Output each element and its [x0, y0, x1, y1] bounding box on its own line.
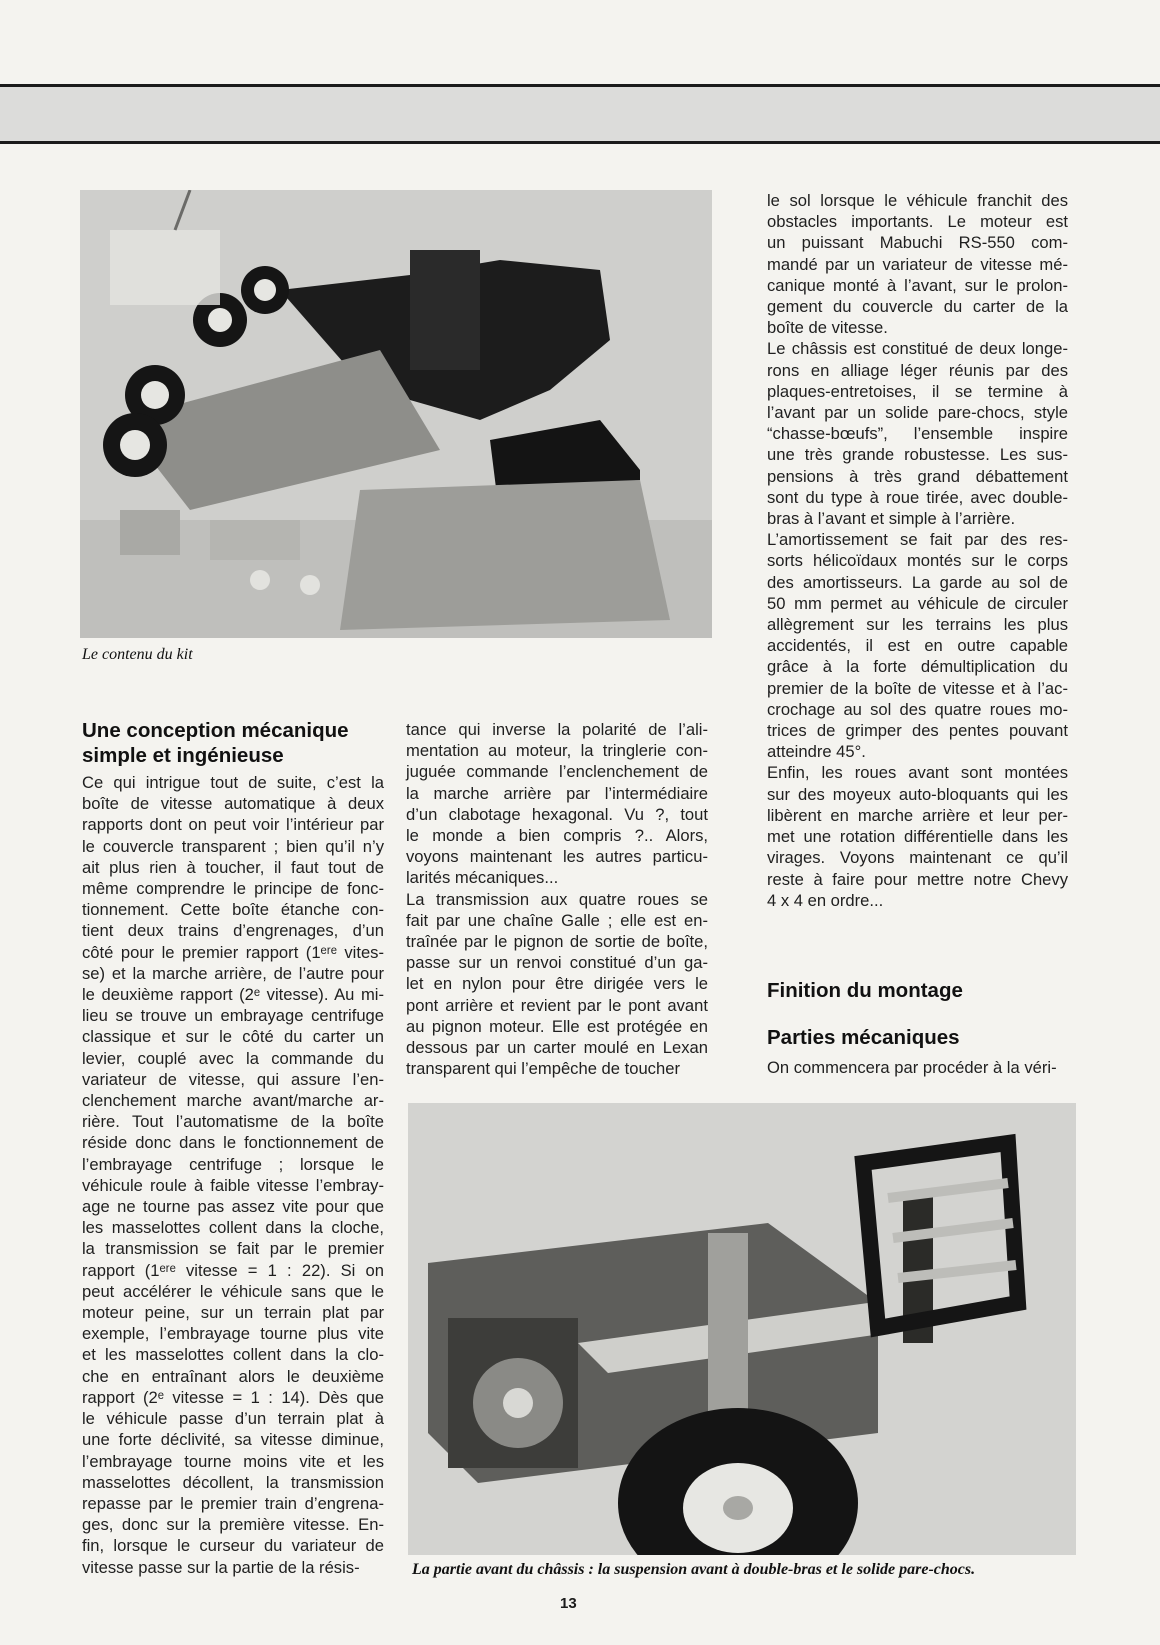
- col2-line: transparent qui l’empêche de toucher: [406, 1059, 680, 1079]
- col2-line: le monde a bien compris ?.. Alors,: [406, 826, 708, 846]
- heading-conception-line2: simple et ingénieuse: [82, 744, 284, 767]
- col2-line: voyons maintenant les autres particu-: [406, 847, 708, 867]
- col3-line: met une rotation différentielle dans les: [767, 827, 1068, 847]
- col1-line: classique et sur le côté du carter un: [82, 1027, 384, 1047]
- col1-line: le couvercle transparent ; bien qu’il n’y: [82, 836, 384, 856]
- col1-line: peut accélérer le véhicule sans que le: [82, 1281, 384, 1301]
- column-1-text: [82, 772, 384, 1578]
- col2-line: pont arrière et revient par le pont avant: [406, 995, 708, 1015]
- col1-line: et les masselottes collent dans la clo-: [82, 1345, 384, 1365]
- heading-parties-mecaniques: Parties mécaniques: [767, 1026, 960, 1049]
- col3-line: reste à faire pour mettre notre Chevy: [767, 869, 1068, 889]
- col1-line: tient deux trains d’engrenages, d’un: [82, 921, 384, 941]
- col3-line: sont du type à roue tirée, avec double-: [767, 487, 1068, 507]
- col2-line: au pignon moteur. Elle est protégée en: [406, 1016, 708, 1036]
- col2-line: let en nylon pour être dirigée vers le: [406, 974, 708, 994]
- col3-line: l’avant par un solide pare-chocs, style: [767, 403, 1068, 423]
- col3-line: grâce à la forte démultiplication du: [767, 657, 1068, 677]
- col3-line: trices de grimper des pentes pouvant: [767, 721, 1068, 741]
- col1-line: variateur de vitesse, qui assure l’en-: [82, 1069, 384, 1089]
- col3-line: pensions à très grand débattement: [767, 466, 1068, 486]
- col3-line: bras à l’avant et simple à l’arrière.: [767, 509, 1016, 529]
- chassis-front-illustration: [408, 1103, 1076, 1555]
- column-2-text: [406, 719, 708, 1079]
- col3-line: atteindre 45°.: [767, 742, 866, 762]
- col2-line: la marche arrière par l’intermédiaire: [406, 783, 708, 803]
- col2-line: passe sur un renvoi constitué d’un ga-: [406, 953, 708, 973]
- col1-line: le deuxième rapport (2ᵉ vitesse). Au mi-: [82, 985, 384, 1005]
- col3-line: 4 x 4 en ordre...: [767, 890, 884, 910]
- col1-line: masselottes décollent, la transmission: [82, 1472, 384, 1492]
- kit-contents-photo: [80, 190, 712, 638]
- col1-line: tionnement. Cette boîte étanche con-: [82, 900, 384, 920]
- heading-conception-line1: Une conception mécanique: [82, 719, 349, 742]
- col1-line: le véhicule passe d’un terrain plat à: [82, 1409, 384, 1429]
- col2-line: La transmission aux quatre roues se: [406, 889, 708, 909]
- col3-line: crochage au sol des quatre roues mo-: [767, 699, 1068, 719]
- col3-line: un puissant Mabuchi RS-550 com-: [767, 233, 1068, 253]
- col2-line: fait par une chaîne Galle ; elle est en-: [406, 910, 708, 930]
- col3-line: L’amortissement se fait par des res-: [767, 530, 1068, 550]
- col3-line: obstacles importants. Le moteur est: [767, 212, 1068, 232]
- col3-line: plaques-entretoises, il se termine à: [767, 381, 1068, 401]
- col1-line: ait plus rien à toucher, il faut tout de: [82, 857, 384, 877]
- col1-line: age ne tourne pas assez vite pour que: [82, 1197, 384, 1217]
- col2-line: traînée par le pignon de sortie de boîte,: [406, 932, 708, 952]
- kit-contents-illustration: [80, 190, 712, 638]
- col3-line: gement du couvercle du carter de la: [767, 297, 1068, 317]
- col1-line: rapport (1ᵉʳᵉ vitesse = 1 : 22). Si on: [82, 1260, 384, 1280]
- col3-line: boîte de vitesse.: [767, 318, 888, 338]
- chassis-front-photo: [408, 1103, 1076, 1555]
- col3-line: premier de la boîte de vitesse et à l’ac-: [767, 678, 1068, 698]
- col2-line: tance qui inverse la polarité de l’ali-: [406, 720, 708, 739]
- col1-line: lieu se trouve un embrayage centrifuge: [82, 1006, 384, 1026]
- column-3-text: [767, 190, 1068, 911]
- col3-line: virages. Voyons maintenant ce qu’il: [767, 848, 1068, 868]
- heading-finition: Finition du montage: [767, 979, 963, 1002]
- col2-line: mentation au moteur, la tringlerie con-: [406, 741, 708, 761]
- page-number: 13: [560, 1595, 577, 1612]
- col1-line: fin, lorsque le curseur du variateur de: [82, 1536, 384, 1556]
- col3-line: canique monté à l’avant, sur le prolon-: [767, 275, 1068, 295]
- col3-line: Le châssis est constitué de deux longe-: [767, 339, 1068, 359]
- col1-line: l’embrayage centrifuge ; lorsque le: [82, 1154, 384, 1174]
- col1-line: la transmission se fait par le premier: [82, 1239, 384, 1259]
- col3-line: Enfin, les roues avant sont montées: [767, 763, 1068, 783]
- col1-line: che en entraînant alors le deuxième: [82, 1366, 384, 1386]
- col1-line: ges, donc sur la première vitesse. En-: [82, 1515, 384, 1535]
- top-photo-caption: Le contenu du kit: [82, 646, 193, 663]
- col1-line: les masselottes collent dans la cloche,: [82, 1218, 384, 1238]
- col1-line: réside donc dans le fonctionnement de: [82, 1133, 384, 1153]
- col1-line: se) et la marche arrière, de l’autre pour: [82, 963, 384, 983]
- col3-line: mandé par un variateur de vitesse mé-: [767, 254, 1068, 274]
- col1-line: l’embrayage tourne moins vite et les: [82, 1451, 384, 1471]
- col3-line: rons en alliage léger réunis par des: [767, 360, 1068, 380]
- col1-line: véhicule roule à faible vitesse l’embray-: [82, 1175, 384, 1195]
- col3-line: 50 mm permet au véhicule de circuler: [767, 593, 1068, 613]
- col1-line: Ce qui intrigue tout de suite, c’est la: [82, 773, 384, 792]
- col1-line: vitesse passe sur la partie de la résis-: [82, 1557, 360, 1577]
- bottom-photo-caption: La partie avant du châssis : la suspension avant à double-bras et le solide pare-chocs.: [412, 1561, 976, 1578]
- col3-line: accidentés, il est en outre capable: [767, 636, 1068, 656]
- col2-line: larités mécaniques...: [406, 868, 559, 888]
- col1-line: clenchement marche avant/marche ar-: [82, 1091, 384, 1111]
- col1-line: même comprendre le principe de fonc-: [82, 879, 384, 899]
- col1-line: côté pour le premier rapport (1ᵉʳᵉ vites-: [82, 942, 384, 962]
- col1-line: moteur peine, sur un terrain plat par: [82, 1303, 384, 1323]
- col3-line: “chasse-bœufs”, l’ensemble inspire: [767, 424, 1068, 444]
- col1-line: boîte de vitesse automatique à deux: [82, 794, 384, 814]
- col1-line: exemple, l’embrayage tourne plus vite: [82, 1324, 384, 1344]
- col1-line: une forte déclivité, sa vitesse diminue,: [82, 1430, 384, 1450]
- col3-line: sur des moyeux auto-bloquants qui les: [767, 784, 1068, 804]
- col3-line: le sol lorsque le véhicule franchit des: [767, 191, 1068, 210]
- col1-line: rapport (2ᵉ vitesse = 1 : 14). Dès que: [82, 1387, 384, 1407]
- col2-line: juguée commande l’enclenchement de: [406, 762, 708, 782]
- col1-line: rière. Tout l’automatisme de la boîte: [82, 1112, 384, 1132]
- header-band: [0, 84, 1160, 144]
- col3-line: des amortisseurs. La garde au sol de: [767, 572, 1068, 592]
- col2-line: d’un clabotage hexagonal. Vu ?, tout: [406, 804, 708, 824]
- col1-line: repasse par le premier train d’engrena-: [82, 1493, 384, 1513]
- col3-line: sorts hélicoïdaux montés sur le corps: [767, 551, 1068, 571]
- col3-line: allègrement sur les terrains les plus: [767, 615, 1068, 635]
- col1-line: rapports dont on peut voir l’intérieur par: [82, 815, 384, 835]
- column-3-last-line: [767, 1057, 1068, 1078]
- column-3-last-line-text: On commencera par procéder à la véri-: [767, 1058, 1057, 1077]
- col2-line: dessous par un carter moulé en Lexan: [406, 1038, 708, 1058]
- col3-line: une très grande robustesse. Les sus-: [767, 445, 1068, 465]
- col3-line: libèrent en marche arrière et leur per-: [767, 805, 1068, 825]
- col1-line: levier, couplé avec la commande du: [82, 1048, 384, 1068]
